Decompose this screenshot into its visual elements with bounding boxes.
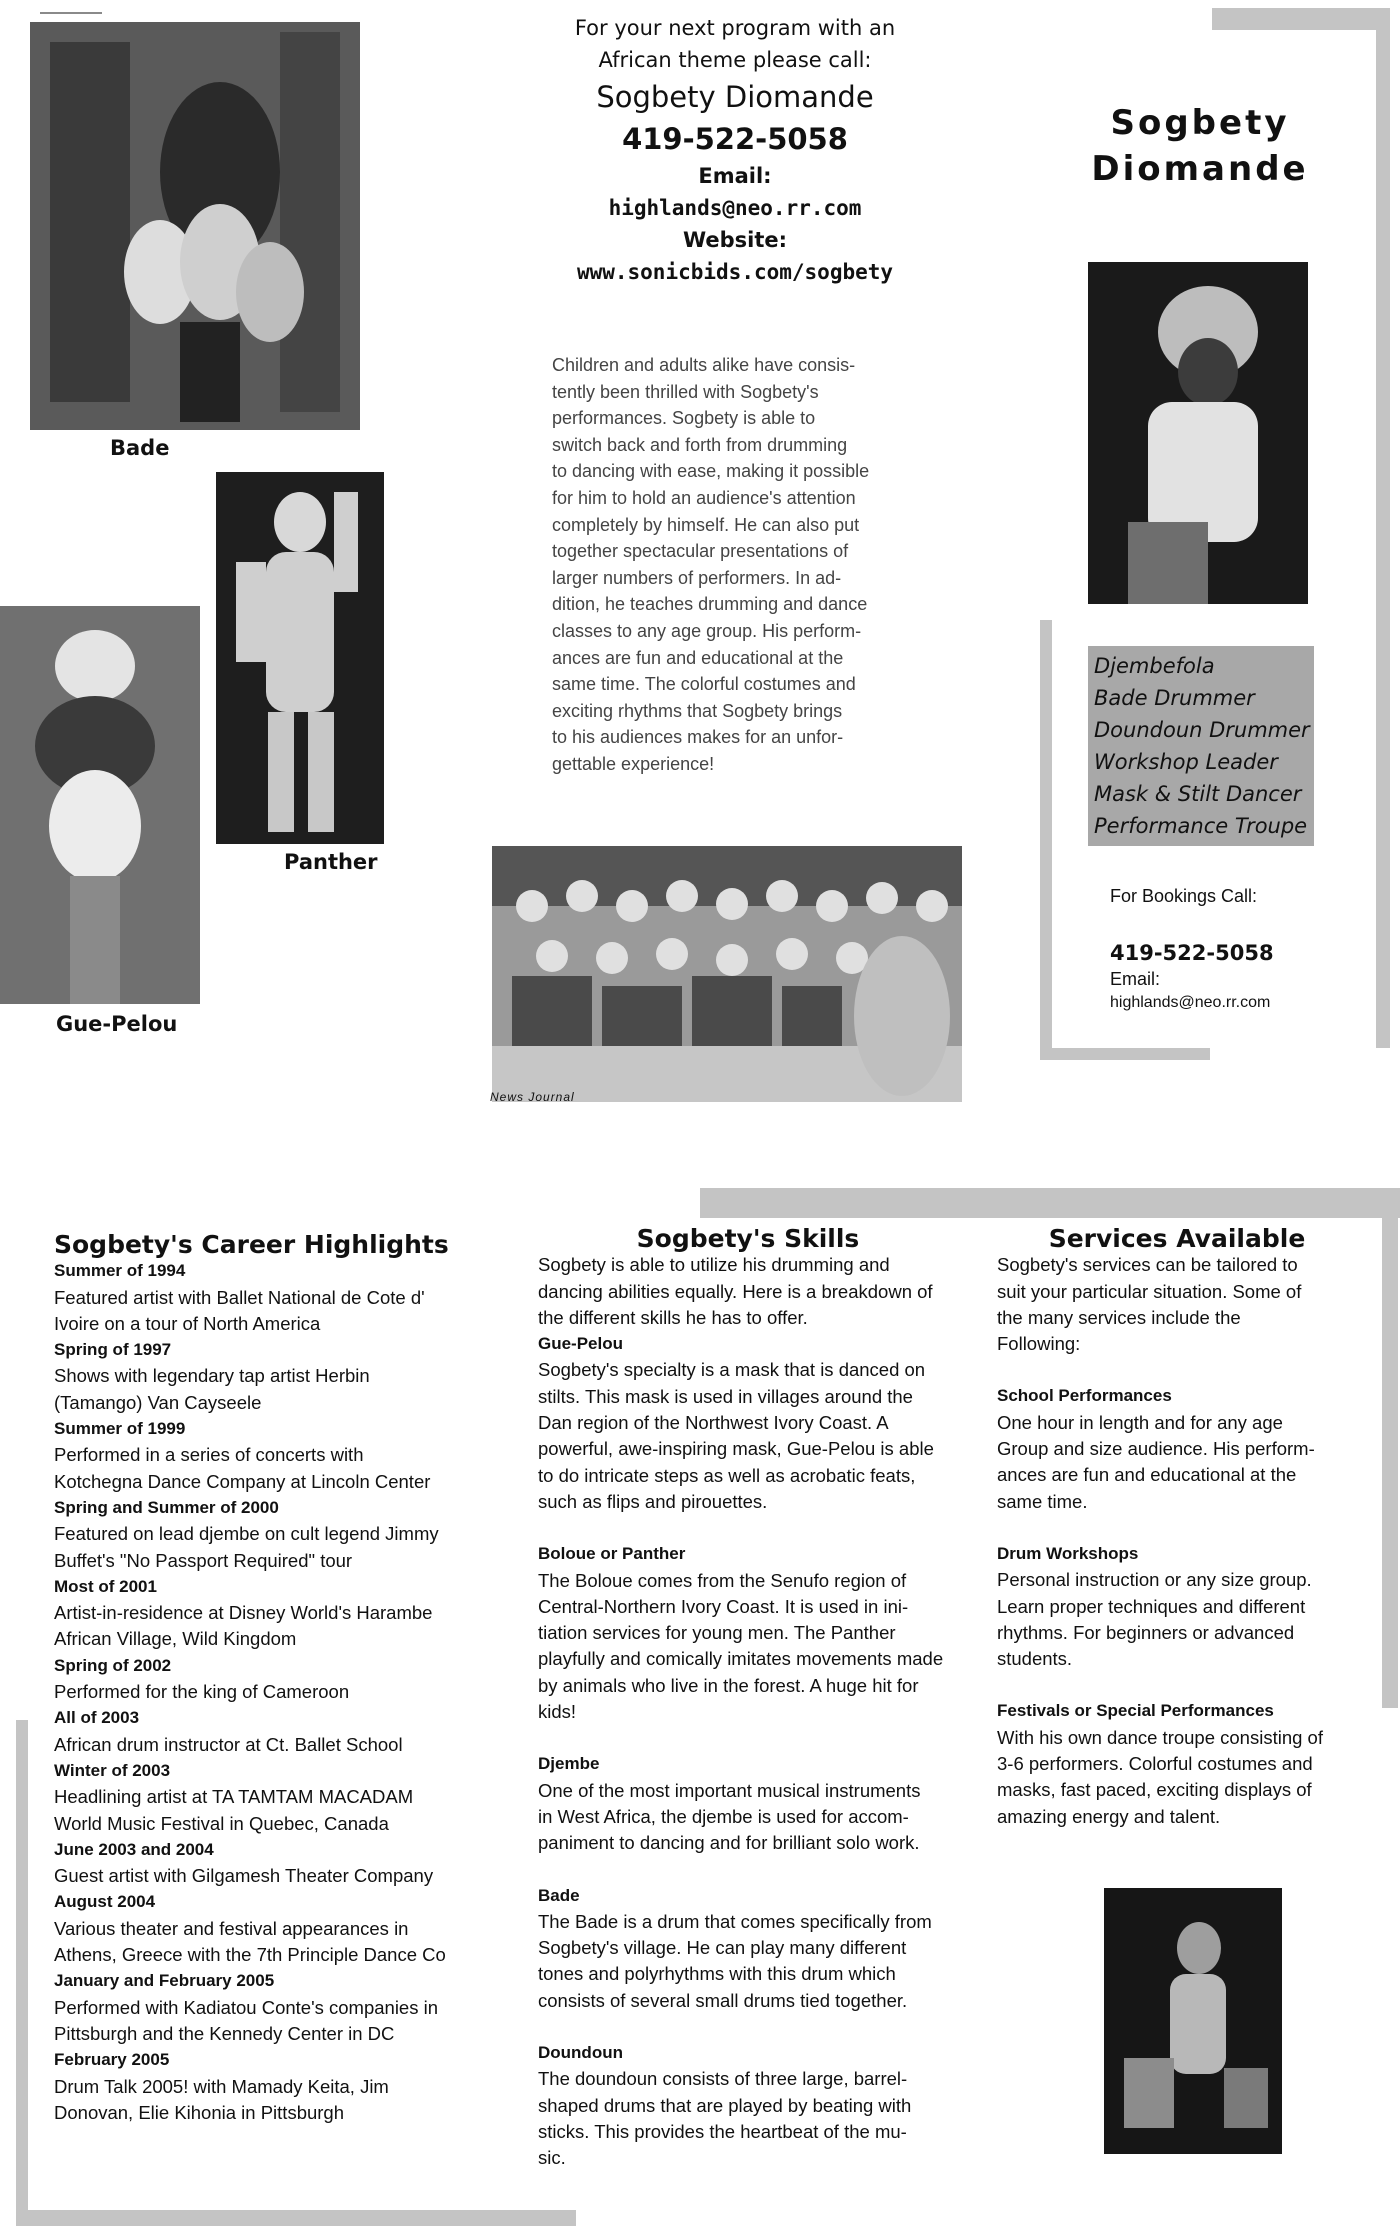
body-line: 3-6 performers. Colorful costumes and xyxy=(997,1753,1313,1775)
body-line: masks, fast paced, exciting displays of xyxy=(997,1779,1312,1801)
body-line: Performed in a series of concerts with xyxy=(54,1444,364,1466)
intro-line: gettable experience! xyxy=(552,753,715,774)
role-item: Doundoun Drummer xyxy=(1094,718,1310,742)
body-line: Athens, Greece with the 7th Principle Dance Co xyxy=(54,1944,446,1966)
body-line: amazing energy and talent. xyxy=(997,1805,1221,1827)
spacer xyxy=(538,1725,958,1751)
services-body xyxy=(997,1252,1357,1830)
news-journal-credit: News Journal xyxy=(490,1090,575,1104)
intro-line: to dancing with ease, making it possible xyxy=(552,461,870,482)
body-line: Learn proper techniques and different xyxy=(997,1595,1306,1617)
body-line: World Music Festival in Quebec, Canada xyxy=(54,1812,389,1834)
section-heading: All of 2003 xyxy=(54,1708,140,1728)
services-column xyxy=(997,1226,1357,1830)
body-line: such as flips and pirouettes. xyxy=(538,1490,768,1512)
body-line: dancing abilities equally. Here is a breakdown of xyxy=(538,1280,933,1302)
body-line: to do intricate steps as well as acrobatic feats, xyxy=(538,1464,916,1486)
contact-email-label: Email: xyxy=(698,164,772,188)
corner-mark xyxy=(40,12,102,14)
section-heading: Gue-Pelou xyxy=(538,1334,624,1354)
spacer xyxy=(538,2014,958,2040)
contact-phone: 419-522-5058 xyxy=(622,122,848,156)
career-highlights-column xyxy=(54,1232,494,2126)
body-line: playfully and comically imitates movements made xyxy=(538,1648,944,1670)
body-line: rhythms. For beginners or advanced xyxy=(997,1621,1295,1643)
skills-title: Sogbety's Skills xyxy=(636,1224,860,1253)
body-line: Central-Northern Ivory Coast. It is used in ini- xyxy=(538,1595,909,1617)
section-heading: Drum Workshops xyxy=(997,1543,1139,1563)
skills-column xyxy=(538,1226,958,2172)
body-line: in West Africa, the djembe is used for accom- xyxy=(538,1805,909,1827)
intro-line: switch back and forth from drumming xyxy=(552,434,848,455)
services-title: Services Available xyxy=(1048,1224,1306,1253)
cover-title-line-1: Sogbety xyxy=(1110,103,1290,143)
booking-block xyxy=(1110,886,1350,1012)
body-line: Featured artist with Ballet National de Cote d' xyxy=(54,1286,425,1308)
body-line: by animals who live in the forest. A huge hit for xyxy=(538,1674,919,1696)
body-line: ances are fun and educational at the xyxy=(997,1464,1297,1486)
body-line: sticks. This provides the heartbeat of the mu- xyxy=(538,2120,907,2142)
body-line: kids! xyxy=(538,1701,577,1723)
intro-line: to his audiences makes for an unfor- xyxy=(552,727,844,748)
body-line: Group and size audience. His perform- xyxy=(997,1438,1315,1460)
contact-email[interactable]: highlands@neo.rr.com xyxy=(608,196,862,220)
contact-lead-line-2: African theme please call: xyxy=(598,48,872,72)
section-heading: Spring of 2002 xyxy=(54,1655,172,1675)
body-line: powerful, awe-inspiring mask, Gue-Pelou is able xyxy=(538,1438,934,1460)
section-heading: Boloue or Panther xyxy=(538,1544,686,1564)
section-heading: Bade xyxy=(538,1885,580,1905)
spacer xyxy=(538,1857,958,1883)
body-line: Various theater and festival appearances in xyxy=(54,1917,409,1939)
section-heading: Spring and Summer of 2000 xyxy=(54,1497,279,1517)
section-heading: Summer of 1994 xyxy=(54,1261,186,1281)
bade-caption: Bade xyxy=(110,436,170,460)
booking-phone: 419-522-5058 xyxy=(1110,941,1274,965)
gue-pelou-photo xyxy=(0,606,200,1004)
body-line: consists of several small drums tied together. xyxy=(538,1989,908,2011)
body-line: One hour in length and for any age xyxy=(997,1411,1283,1433)
career-title: Sogbety's Career Highlights xyxy=(54,1230,449,1259)
intro-paragraph xyxy=(552,352,912,778)
role-item: Workshop Leader xyxy=(1094,750,1278,774)
intro-line: together spectacular presentations of xyxy=(552,541,849,562)
contact-name: Sogbety Diomande xyxy=(596,80,874,114)
career-body xyxy=(54,1258,494,2126)
body-line: Personal instruction or any size group. xyxy=(997,1569,1312,1591)
body-line: One of the most important musical instruments xyxy=(538,1779,921,1801)
body-line: suit your particular situation. Some of xyxy=(997,1280,1302,1302)
body-line: African Village, Wild Kingdom xyxy=(54,1628,297,1650)
section-heading: Spring of 1997 xyxy=(54,1340,172,1360)
body-line: Pittsburgh and the Kennedy Center in DC xyxy=(54,2022,395,2044)
spacer xyxy=(997,1515,1357,1541)
section-heading: School Performances xyxy=(997,1386,1172,1406)
bottom-panel-left-bar xyxy=(16,1720,28,2220)
body-line: The Boloue comes from the Senufo region of xyxy=(538,1569,907,1591)
top-right-frame-bar xyxy=(1212,8,1390,30)
body-line: Dan region of the Northwest Ivory Coast. A xyxy=(538,1412,889,1434)
body-line: Headlining artist at TA TAMTAM MACADAM xyxy=(54,1786,414,1808)
skills-body xyxy=(538,1252,958,2171)
body-line: sic. xyxy=(538,2147,566,2169)
booking-email[interactable]: highlands@neo.rr.com xyxy=(1110,994,1271,1011)
body-line: Kotchegna Dance Company at Lincoln Center xyxy=(54,1470,431,1492)
section-heading: January and February 2005 xyxy=(54,1971,275,1991)
section-heading: Doundoun xyxy=(538,2043,623,2063)
intro-line: for him to hold an audience's attention xyxy=(552,487,856,508)
body-line: The doundoun consists of three large, barrel- xyxy=(538,2068,908,2090)
section-heading: February 2005 xyxy=(54,2050,170,2070)
spacer xyxy=(997,1672,1357,1698)
body-line: Donovan, Elie Kihonia in Pittsburgh xyxy=(54,2101,345,2123)
body-line: Sogbety's village. He can play many different xyxy=(538,1937,907,1959)
section-heading: August 2004 xyxy=(54,1892,156,1912)
body-line: Sogbety is able to utilize his drumming and xyxy=(538,1254,890,1276)
intro-line: Children and adults alike have consis- xyxy=(552,355,856,375)
section-heading: Winter of 2003 xyxy=(54,1760,171,1780)
intro-line: completely by himself. He can also put xyxy=(552,514,860,535)
role-item: Performance Troupe xyxy=(1094,814,1308,838)
audience-photo xyxy=(492,846,962,1102)
booking-email-label: Email: xyxy=(1110,969,1161,989)
bottom-panel-top-bar xyxy=(700,1188,1400,1218)
bade-photo xyxy=(30,22,360,430)
bottom-frame-bar-cover xyxy=(1040,1048,1210,1060)
body-line: Ivoire on a tour of North America xyxy=(54,1312,321,1334)
left-frame-bar-cover xyxy=(1040,620,1052,1060)
contact-website-label: Website: xyxy=(682,228,788,252)
section-heading: Most of 2001 xyxy=(54,1576,157,1596)
body-line: Performed for the king of Cameroon xyxy=(54,1681,350,1703)
section-heading: Summer of 1999 xyxy=(54,1419,186,1439)
body-line: students. xyxy=(997,1648,1073,1670)
body-line: With his own dance troupe consisting of xyxy=(997,1726,1323,1748)
body-line: shaped drums that are played by beating with xyxy=(538,2094,912,2116)
body-line: Guest artist with Gilgamesh Theater Company xyxy=(54,1865,434,1887)
role-item: Mask & Stilt Dancer xyxy=(1094,782,1302,806)
body-line: the many services include the xyxy=(997,1306,1241,1328)
intro-line: performances. Sogbety is able to xyxy=(552,408,816,429)
gue-pelou-caption: Gue-Pelou xyxy=(56,1012,178,1036)
role-item: Djembefola xyxy=(1094,654,1215,678)
intro-line: tently been thrilled with Sogbety's xyxy=(552,381,819,402)
roles-box xyxy=(1088,646,1314,846)
booking-label: For Bookings Call: xyxy=(1110,886,1258,906)
body-line: Shows with legendary tap artist Herbin xyxy=(54,1365,370,1387)
body-line: Drum Talk 2005! with Mamady Keita, Jim xyxy=(54,2075,389,2097)
role-item: Bade Drummer xyxy=(1094,686,1255,710)
cover-title xyxy=(1075,100,1325,192)
section-heading: Djembe xyxy=(538,1754,600,1774)
intro-line: exciting rhythms that Sogbety brings xyxy=(552,700,843,721)
body-line: (Tamango) Van Cayseele xyxy=(54,1391,262,1413)
cover-portrait-photo xyxy=(1088,262,1308,604)
body-line: Following: xyxy=(997,1333,1081,1355)
body-line: paniment to dancing and for brilliant solo work. xyxy=(538,1832,920,1854)
body-line: Sogbety's specialty is a mask that is danced on xyxy=(538,1359,926,1381)
body-line: Sogbety's services can be tailored to xyxy=(997,1254,1298,1276)
section-heading: Festivals or Special Performances xyxy=(997,1701,1274,1721)
section-heading: June 2003 and 2004 xyxy=(54,1839,214,1859)
body-line: African drum instructor at Ct. Ballet School xyxy=(54,1733,403,1755)
program-contact-block xyxy=(520,12,950,288)
drummer-stage-photo xyxy=(1104,1888,1282,2154)
body-line: Buffet's "No Passport Required" tour xyxy=(54,1549,353,1571)
body-line: Performed with Kadiatou Conte's companies in xyxy=(54,1996,439,2018)
spacer xyxy=(538,1515,958,1541)
body-line: stilts. This mask is used in villages around the xyxy=(538,1385,913,1407)
contact-lead-line-1: For your next program with an xyxy=(574,16,896,40)
body-line: Featured on lead djembe on cult legend Jimmy xyxy=(54,1523,439,1545)
body-line: tones and polyrhythms with this drum which xyxy=(538,1963,896,1985)
panther-photo xyxy=(216,472,384,844)
body-line: Artist-in-residence at Disney World's Harambe xyxy=(54,1602,433,1624)
cover-title-line-2: Diomande xyxy=(1091,149,1309,189)
contact-website[interactable]: www.sonicbids.com/sogbety xyxy=(576,260,894,284)
bottom-panel-bottom-bar xyxy=(16,2210,576,2226)
intro-line: dition, he teaches drumming and dance xyxy=(552,594,868,615)
body-line: The Bade is a drum that comes specifically from xyxy=(538,1910,932,1932)
intro-line: same time. The colorful costumes and xyxy=(552,674,856,695)
spacer xyxy=(997,1357,1357,1383)
intro-line: classes to any age group. His perform- xyxy=(552,620,862,641)
panther-caption: Panther xyxy=(284,850,378,874)
intro-line: larger numbers of performers. In ad- xyxy=(552,567,842,588)
body-line: the different skills he has to offer. xyxy=(538,1306,808,1328)
intro-line: ances are fun and educational at the xyxy=(552,647,844,668)
body-line: tiation services for young men. The Panther xyxy=(538,1622,896,1644)
body-line: same time. xyxy=(997,1490,1088,1512)
right-frame-bar-top xyxy=(1376,8,1390,1048)
bottom-panel-right-bar xyxy=(1382,1188,1398,1708)
